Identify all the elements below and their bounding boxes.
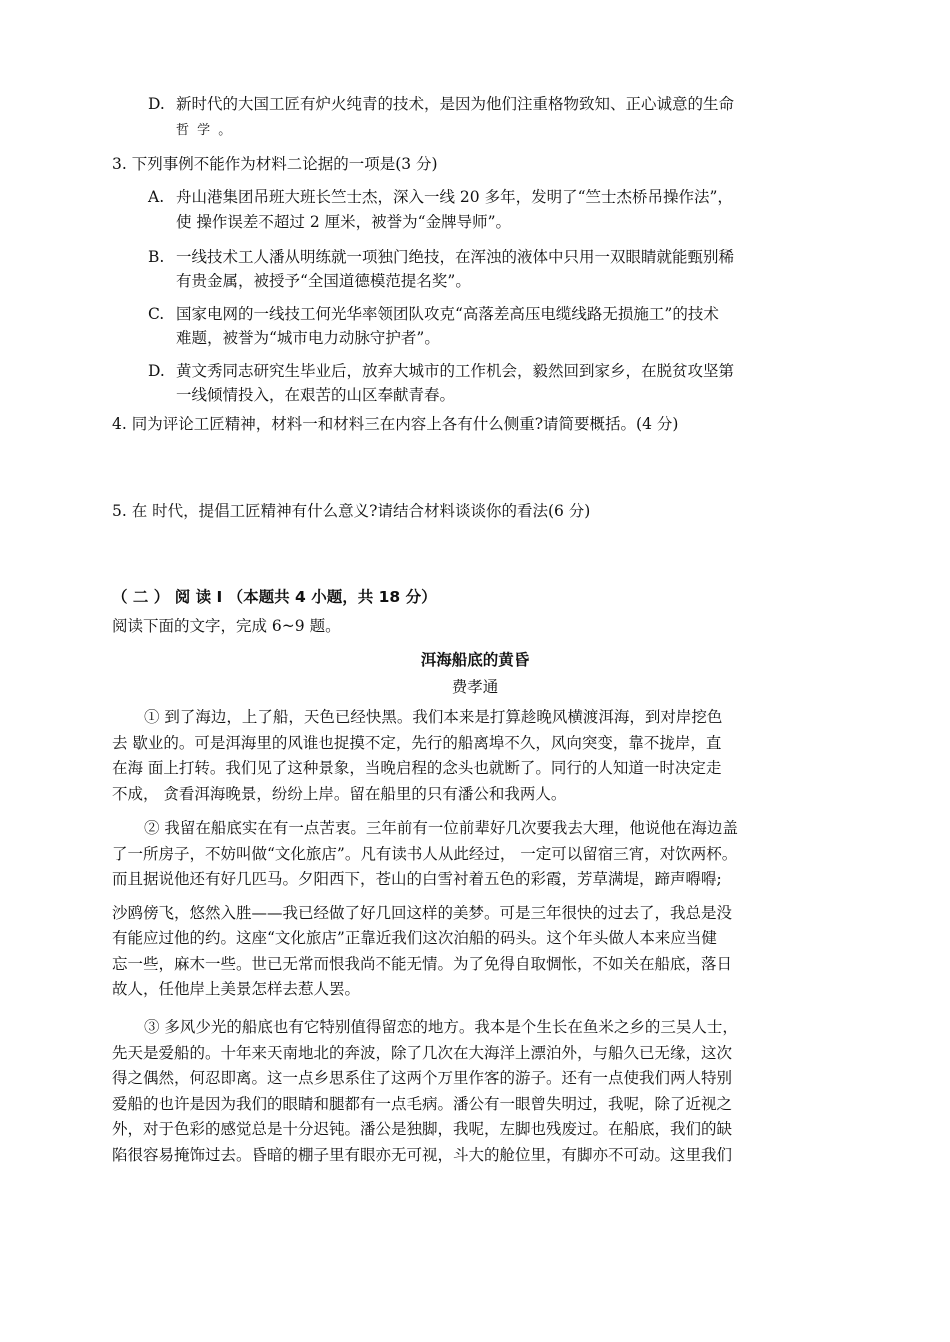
- paragraph-line: 在海 面上打转。我们见了这种景象，当晚启程的念头也就断了。同行的人知道一时决定走: [112, 759, 722, 777]
- q3-option-b-line2: 有贵金属，被授予“全国道德模范提名奖”。: [176, 272, 471, 290]
- section-instruction: 阅读下面的文字，完成 6~9 题。: [112, 617, 341, 635]
- paragraph-line: 而且据说他还有好几匹马。夕阳西下，苍山的白雪衬着五色的彩霞，芳草满堤，蹄声嘚嘚;: [112, 870, 722, 888]
- q3-option-a-line2: 使 操作误差不超过 2 厘米，被誉为“金牌导师”。: [176, 213, 511, 231]
- q2-option-d-text-line2: 哲 学 。: [176, 123, 234, 138]
- paragraph-line: ① 到了海边，上了船，天色已经快黑。我们本来是打算趁晚风横渡洱海，到对岸挖色: [144, 708, 723, 726]
- section-heading: （ 二 ） 阅 读 I （本题共 4 小题，共 18 分）: [112, 588, 437, 606]
- article-paragraph-2: [112, 816, 812, 1003]
- paragraph-line: 沙鸥傍飞，悠然入胜——我已经做了好几回这样的美梦。可是三年很快的过去了，我总是没: [112, 903, 733, 922]
- q3-option-d-label: D.: [148, 362, 165, 380]
- article-author: 费孝通: [451, 678, 499, 696]
- paragraph-line: 先天是爱船的。十年来天南地北的奔波，除了几次在大海洋上漂泊外，与船久已无缘，这次: [112, 1043, 733, 1062]
- paragraph-line: 故人，任他岸上美景怎样去惹人罢。: [112, 980, 361, 998]
- paragraph-line: 了一所房子，不妨叫做“文化旅店”。凡有读书人从此经过， 一定可以留宿三宵，对饮两杯。: [112, 844, 738, 863]
- q3-stem: 3. 下列事例不能作为材料二论据的一项是(3 分): [112, 155, 438, 173]
- q3-option-c-line2: 难题，被誉为“城市电力动脉守护者”。: [176, 329, 440, 347]
- q3-option-a-label: A.: [148, 188, 165, 206]
- paragraph-line: 外，对于色彩的感觉总是十分迟钝。潘公是独脚，我呢，左脚也残废过。在船底，我们的缺: [112, 1120, 733, 1138]
- paragraph-line: 陷很容易掩饰过去。昏暗的棚子里有眼亦无可视，斗大的舱位里，有脚亦不可动。这里我们: [112, 1145, 733, 1164]
- q3-option-b-line1: 一线技术工人潘从明练就一项独门绝技，在浑浊的液体中只用一双眼睛就能甄别稀: [176, 248, 735, 266]
- q3-option-c-line1: 国家电网的一线技工何光华率领团队攻克“高落差高压电缆线路无损施工”的技术: [176, 305, 719, 323]
- paragraph-line: 忘一些，麻木一些。世已无常而恨我尚不能无情。为了免得自取惆怅，不如关在船底，落日: [112, 954, 733, 973]
- q3-option-d-line1: 黄文秀同志研究生毕业后，放弃大城市的工作机会，毅然回到家乡，在脱贫攻坚第: [176, 362, 735, 380]
- paragraph-line: 爱船的也许是因为我们的眼睛和腿都有一点毛病。潘公有一眼曾失明过，我呢，除了近视之: [112, 1094, 733, 1113]
- paragraph-line: 有能应过他的约。这座“文化旅店”正靠近我们这次泊船的码头。这个年头做人本来应当健: [112, 929, 717, 947]
- article-title: 洱海船底的黄昏: [420, 651, 530, 669]
- q5-stem: 5. 在 时代，提倡工匠精神有什么意义?请结合材料谈谈你的看法(6 分): [112, 502, 591, 520]
- q3-option-b-label: B.: [148, 248, 165, 266]
- q3-option-a-line1: 舟山港集团吊班大班长竺士杰，深入一线 20 多年，发明了“竺士杰桥吊操作法”，: [176, 188, 733, 206]
- paragraph-line: 去 歇业的。可是洱海里的风谁也捉摸不定，先行的船离埠不久，风向突变，靠不拢岸，直: [112, 733, 722, 752]
- paragraph-line: ② 我留在船底实在有一点苦衷。三年前有一位前辈好几次要我去大理，他说他在海边盖: [144, 819, 738, 837]
- q2-option-d-label: D.: [148, 95, 165, 113]
- article-paragraph-3: [112, 1015, 812, 1168]
- q2-option-d-text-line1: 新时代的大国工匠有炉火纯青的技术，是因为他们注重格物致知、正心诚意的生命: [176, 95, 735, 113]
- q4-stem: 4. 同为评论工匠精神，材料一和材料三在内容上各有什么侧重?请简要概括。(4 分): [112, 415, 679, 433]
- article-paragraph-1: [112, 705, 812, 807]
- paragraph-line: 不成， 贪看洱海晚景，纷纷上岸。留在船里的只有潘公和我两人。: [112, 784, 567, 803]
- paragraph-line: ③ 多风少光的船底也有它特别值得留恋的地方。我本是个生长在鱼米之乡的三吴人士，: [144, 1018, 738, 1036]
- paragraph-line: 得之偶然，何忍即离。这一点乡思系住了这两个万里作客的游子。还有一点使我们两人特别: [112, 1069, 733, 1087]
- q3-option-d-line2: 一线倾情投入，在艰苦的山区奉献青春。: [176, 386, 456, 404]
- q3-option-c-label: C.: [148, 305, 165, 323]
